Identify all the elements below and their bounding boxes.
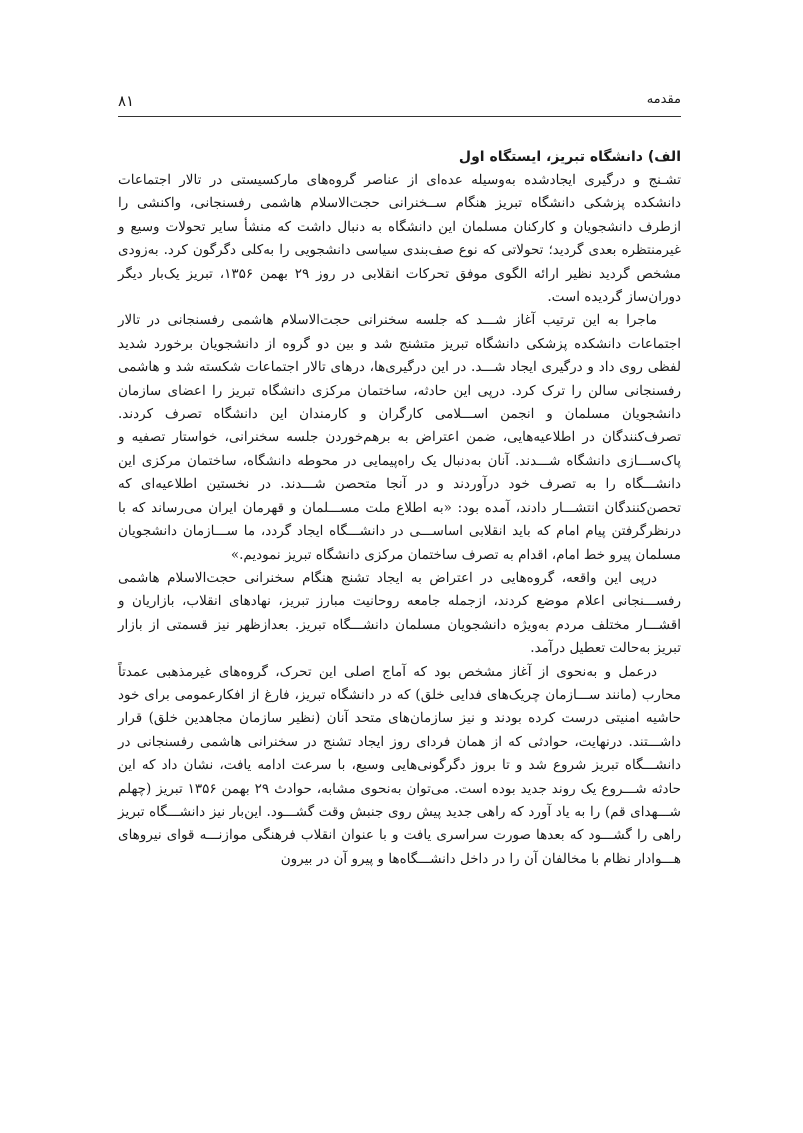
page-header [118,92,681,117]
paragraph: ماجرا به این ترتیب آغاز شـــد که جلسه سخنرانی حجت‌الاسلام هاشمی رفسنجانی در تالار اجتماعات دانشکده پزشکی دانشگاه تبریز متشنج شد و بین دو گروه از دانشجویان برخورد شدید لفظی روی داد و درگیری ایجاد شـــد. در این درگیری‌ها، درهای تالار اجتماعات شکسته شد و هاشمی رفسنجانی سالن را ترک کرد. درپی این حادثه، ساختمان مرکزی دانشگاه تبریز را اعضای سازمان دانشجویان مسلمان و انجمن اســـلامی کارگران و کارمندان این دانشگاه تصرف کردند. تصرف‌کنندگان در اطلاعیه‌هایی، ضمن اعتراض به برهم‌خوردن جلسه سخنرانی، خواستار تصفیه و پاک‌ســـازی دانشگاه شـــدند. آنان به‌دنبال یک راه‌پیمایی در محوطه دانشگاه، ساختمان مرکزی این دانشـــگاه را به تصرف خود درآوردند و در آنجا متحصن شـــدند. در نخستین اطلاعیه‌ای که تحصن‌کنندگان انتشـــار دادند، آمده بود: «به اطلاع ملت مســـلمان و قهرمان ایران می‌رساند که با درنظرگرفتن پیام امام که باید انقلابی اساســـی در دانشـــگاه ایجاد گردد، ما ســـازمان دانشجویان مسلمان پیرو خط امام، اقدام به تصرف ساختمان مرکزی دانشگاه تبریز نمودیم.» [118,312,681,563]
paragraph: تشـنج و درگیری ایجادشده به‌وسیله عده‌ای از عناصر گروه‌های مارکسیستی در تالار اجتماعات دانشکده پزشکی دانشگاه تبریز هنگام ســخنرانی حجت‌الاسلام هاشمی رفسنجانی، واکنشی را ازطرف دانشجویان و کارکنان مسلمان این دانشگاه به دنبال داشت که منشأ سایر تحولات وسیع و غیرمنتظره بعدی گردید؛ تحولاتی که نوع صف‌بندی سیاسی دانشجویی را به‌کلی دگرگون کرد. به‌زودی مشخص گردید نظیر ارائه الگوی موفق تحرکات انقلابی در روز ۲۹ بهمن ۱۳۵۶، تبریز یک‌بار دیگر دوران‌ساز گردیده است. [118,172,681,306]
body-text [118,148,681,871]
section-heading: الف) دانشگاه تبریز، ایستگاه اول [458,149,681,165]
running-title: مقدمه [646,92,681,107]
paragraph: درعمل و به‌نحوی از آغاز مشخص بود که آماج اصلی این تحرک، گروه‌های غیرمذهبی عمدتاً محارب (مانند ســـازمان چریک‌های فدایی خلق) که در دانشگاه تبریز، فارغ از افکارعمومی برای خود حاشیه امنیتی درست کرده بودند و نیز سازمان‌های متحد آنان (نظیر سازمان مجاهدین خلق) قرار داشـــتند. درنهایت، حوادثی که از همان فردای روز ایجاد تشنج در سخنرانی هاشمی رفسنجانی در دانشـــگاه تبریز شروع شد و تا بروز دگرگونی‌هایی وسیع، با سرعت ادامه یافت، نشان داد که این حادثه شـــروع یک روند جدید بوده است. می‌توان به‌نحوی مشابه، حوادث ۲۹ بهمن ۱۳۵۶ تبریز (چهلم شـــهدای قم) را به یاد آورد که راهی جدید پیش روی جنبش وقت گشـــود. این‌بار نیز دانشـــگاه تبریز راهی را گشـــود که بعدها صورت سراسری یافت و با عنوان انقلاب فرهنگی موازنـــه قوای نیروهای هـــوادار نظام با مخالفان آن را در داخل دانشـــگاه‌ها و پیرو آن در بیرون [118,663,681,867]
page-number: ۸۱ [118,92,135,110]
paragraph: درپی این واقعه، گروه‌هایی در اعتراض به ایجاد تشنج هنگام سخنرانی حجت‌الاسلام هاشمی رفســـنجانی اعلام موضع کردند، ازجمله جامعه روحانیت مبارز تبریز، نهادهای انقلاب، بازاریان و اقشـــار مختلف مردم به‌ویژه دانشجویان مسلمان دانشـــگاه تبریز. بعدازظهر نیز قسمتی از بازار تبریز به‌حالت تعطیل درآمد. [118,569,681,657]
